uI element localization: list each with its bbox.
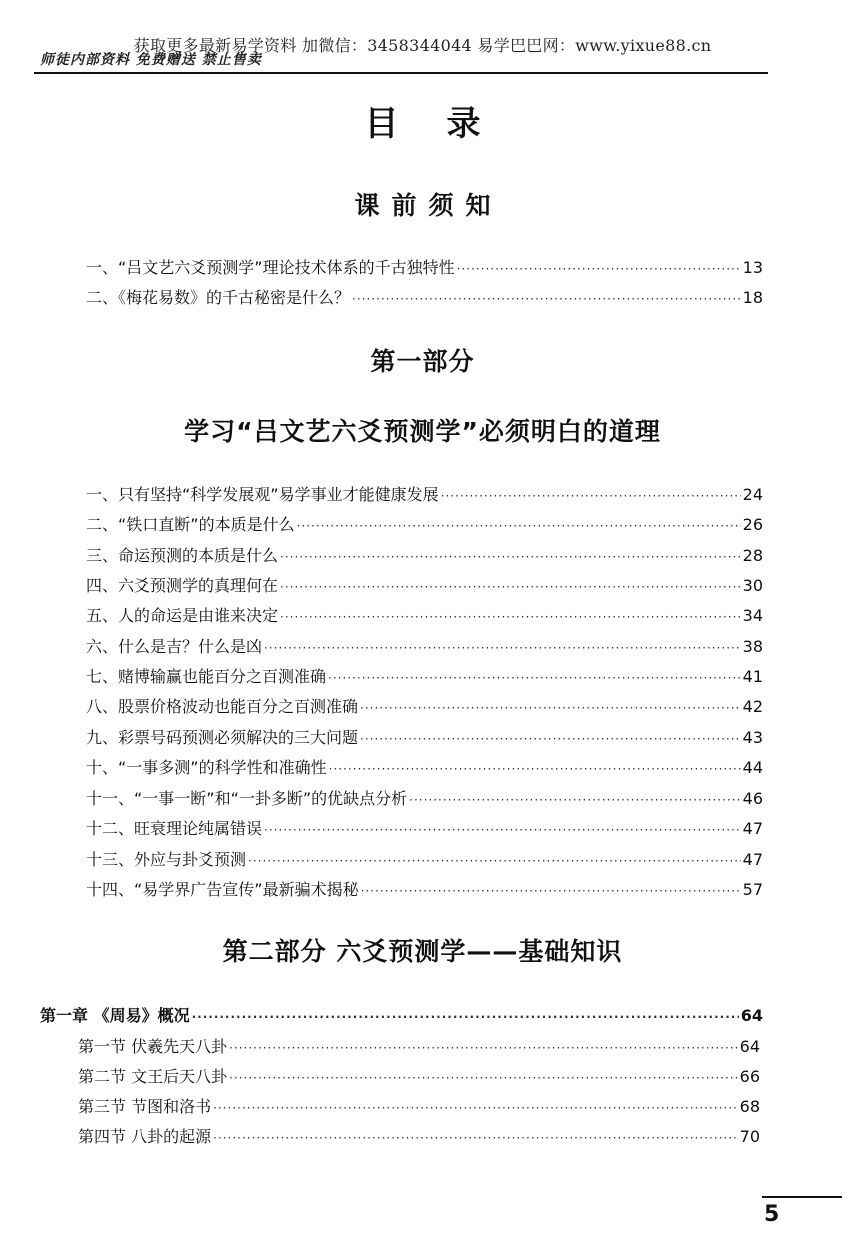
toc-entry: [86, 728, 763, 749]
toc-entry: [86, 880, 763, 901]
part1-heading: 第一部分: [370, 347, 475, 376]
toc-leader-dots: [264, 820, 741, 840]
toc-entry-page: 34: [742, 606, 763, 625]
toc-entry-page: 47: [742, 819, 763, 838]
toc-entry-label: 六、什么是吉？什么是凶: [86, 637, 263, 656]
toc-leader-dots: [280, 607, 741, 627]
part1-subheading: 学习“吕文艺六爻预测学”必须明白的道理: [184, 417, 661, 446]
toc-entry: [86, 606, 763, 627]
toc-entry: [86, 485, 763, 506]
page-number: 5: [764, 1202, 780, 1227]
preface-heading: 课前须知: [354, 191, 503, 220]
toc-leader-dots: [328, 668, 741, 688]
toc-entry: [86, 667, 763, 688]
toc-entry-label: 三、命运预测的本质是什么: [86, 546, 279, 565]
toc-leader-dots: [297, 516, 741, 536]
toc-entry-page: 68: [739, 1097, 760, 1116]
toc-entry-label: 二、《梅花易数》的千古秘密是什么？: [86, 288, 351, 307]
toc-leader-dots: [409, 790, 740, 810]
toc-leader-dots: [360, 729, 741, 749]
toc-leader-dots: [457, 259, 741, 279]
toc-entry-label: 第一章 《周易》概况: [40, 1006, 190, 1025]
toc-entry-page: 64: [739, 1037, 760, 1056]
toc-chapter-entry: [40, 1006, 763, 1027]
toc-entry-label: 十二、旺衰理论纯属错误: [86, 819, 263, 838]
toc-leader-dots: [441, 486, 741, 506]
toc-entry: [86, 697, 763, 718]
toc-entry-label: 第一节 伏羲先天八卦: [78, 1037, 228, 1056]
toc-entry-label: 一、“吕文艺六爻预测学”理论技术体系的千古独特性: [86, 258, 455, 277]
toc-entry: [78, 1097, 760, 1118]
toc-leader-dots: [229, 1038, 738, 1058]
toc-entry-page: 28: [742, 546, 763, 565]
toc-entry-label: 第四节 八卦的起源: [78, 1127, 212, 1146]
toc-entry: [86, 758, 763, 779]
toc-leader-dots: [329, 759, 741, 779]
toc-leader-dots: [229, 1068, 738, 1088]
toc-entry-label: 二、“铁口直断”的本质是什么: [86, 515, 295, 534]
header-slogan: 师徒内部资料 免费赠送 禁止售卖: [40, 52, 262, 68]
toc-entry-page: 44: [742, 758, 763, 777]
page-number-rule: [762, 1196, 842, 1198]
toc-entry: [78, 1037, 760, 1058]
toc-leader-dots: [360, 698, 741, 718]
toc-entry: [86, 576, 763, 597]
toc-entry-page: 42: [742, 697, 763, 716]
toc-leader-dots: [280, 577, 741, 597]
toc-entry-label: 一、只有坚持“科学发展观”易学事业才能健康发展: [86, 485, 439, 504]
toc-entry-page: 41: [742, 667, 763, 686]
toc-leader-dots: [264, 638, 741, 658]
toc-entry-page: 46: [742, 789, 763, 808]
toc-leader-dots: [361, 881, 741, 901]
toc-entry: [86, 819, 763, 840]
part2-heading: 第二部分 六爻预测学——基础知识: [222, 937, 623, 966]
toc-entry: [78, 1127, 760, 1148]
toc-entry-label: 四、六爻预测学的真理何在: [86, 576, 279, 595]
toc-leader-dots: [213, 1098, 738, 1118]
toc-entry-page: 47: [742, 850, 763, 869]
toc-entry: [86, 850, 763, 871]
toc-entry-page: 38: [742, 637, 763, 656]
toc-entry-label: 十、“一事多测”的科学性和准确性: [86, 758, 327, 777]
page-title: 目录: [364, 104, 529, 144]
toc-entry-page: 70: [739, 1127, 760, 1146]
toc-entry-page: 66: [739, 1067, 760, 1086]
toc-entry-page: 24: [742, 485, 763, 504]
toc-entry-page: 18: [742, 288, 763, 307]
toc-entry: [78, 1067, 760, 1088]
toc-entry-label: 十四、“易学界广告宣传”最新骗术揭秘: [86, 880, 359, 899]
toc-entry-label: 八、股票价格波动也能百分之百测准确: [86, 697, 359, 716]
toc-leader-dots: [248, 851, 741, 871]
toc-entry: [86, 789, 763, 810]
toc-entry-label: 五、人的命运是由谁来决定: [86, 606, 279, 625]
toc-entry-label: 十三、外应与卦爻预测: [86, 850, 247, 869]
toc-entry: [86, 515, 763, 536]
toc-entry-page: 64: [740, 1006, 763, 1025]
toc-entry-page: 30: [742, 576, 763, 595]
toc-entry: [86, 637, 763, 658]
toc-leader-dots: [192, 1007, 739, 1027]
toc-entry-page: 26: [742, 515, 763, 534]
toc-entry-label: 九、彩票号码预测必须解决的三大问题: [86, 728, 359, 747]
toc-entry: [86, 546, 763, 567]
toc-leader-dots: [280, 547, 741, 567]
toc-entry-label: 第二节 文王后天八卦: [78, 1067, 228, 1086]
toc-entry-page: 13: [742, 258, 763, 277]
toc-entry-page: 43: [742, 728, 763, 747]
toc-entry-label: 七、赌博输赢也能百分之百测准确: [86, 667, 327, 686]
toc-entry-label: 第三节 节图和洛书: [78, 1097, 212, 1116]
toc-entry: [86, 288, 763, 309]
watermark-text: 获取更多最新易学资料 加微信：3458344044 易学巴巴网：www.yixue88.cn: [133, 36, 712, 55]
toc-entry-label: 十一、“一事一断”和“一卦多断”的优缺点分析: [86, 789, 408, 808]
toc-leader-dots: [213, 1128, 738, 1148]
toc-leader-dots: [352, 289, 741, 309]
toc-entry-page: 57: [742, 880, 763, 899]
toc-entry: [86, 258, 763, 279]
